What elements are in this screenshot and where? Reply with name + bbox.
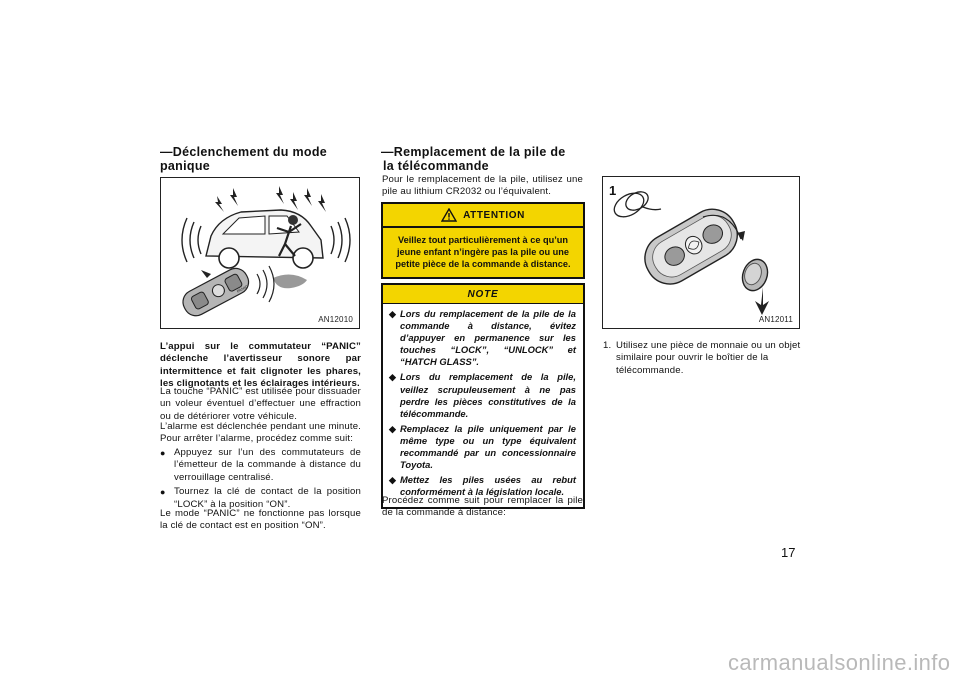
- battery-intro: Pour le remplacement de la pile, utilisez une pile au lithium CR2032 ou l’équivalent.: [382, 174, 583, 198]
- note-item: ◆ Lors du remplacement de la pile, veillez scrupuleusement à ne pas perdre les pièces constitutives de la télécommande.: [389, 371, 576, 419]
- figure-code: AN12010: [318, 315, 353, 324]
- note-box: [381, 283, 585, 509]
- coin-open-illustration: [602, 176, 800, 329]
- figure-code: AN12011: [758, 315, 793, 324]
- step-1: [603, 340, 803, 377]
- warning-title: ATTENTION: [463, 209, 525, 221]
- note-item: ◆ Lors du remplacement de la pile de la commande à distance, évitez d’appuyer en permanence sur les touches “LOCK”, “UNLOCK” et “HATCH GLASS”.: [389, 308, 576, 368]
- bullet-icon: ●: [160, 448, 166, 458]
- diamond-bullet-icon: ◆: [389, 372, 396, 383]
- section-heading-panic: —Déclenchement du mode panique: [160, 145, 328, 173]
- panic-alarm-icon: [161, 178, 359, 328]
- warning-triangle-icon: [441, 208, 457, 222]
- note-item: ◆ Mettez les piles usées au rebut conformément à la législation locale.: [389, 474, 576, 498]
- panic-bullet-list: [160, 445, 361, 511]
- watermark: carmanualsonline.info: [728, 650, 951, 675]
- svg-text:PANIC: PANIC: [235, 283, 249, 294]
- note-title: NOTE: [383, 285, 583, 304]
- panic-illustration: [160, 177, 360, 329]
- panic-paragraph-3: Le mode “PANIC” ne fonctionne pas lorsque la clé de contact est en position “ON”.: [160, 508, 361, 532]
- panic-paragraph-2: L’alarme est déclenchée pendant une minute. Pour arrêter l’alarme, procédez comme suit:: [160, 421, 361, 445]
- step-text: Utilisez une pièce de monnaie ou un objet similaire pour ouvrir le boîtier de la télécommande.: [616, 340, 801, 376]
- diamond-bullet-icon: ◆: [389, 309, 396, 319]
- page-number: 17: [781, 545, 796, 560]
- section-heading-battery: —Remplacement de la pile de la télécommande: [381, 145, 566, 173]
- warning-text: Veillez tout particulièrement à ce qu’un jeune enfant n’ingère pas la pile ou une petite pièce de la commande à distance.: [383, 228, 583, 277]
- warning-box: [381, 202, 585, 279]
- diamond-bullet-icon: ◆: [389, 423, 396, 434]
- step-number: 1.: [603, 340, 612, 351]
- figure-step-label: 1: [609, 183, 617, 198]
- battery-outro: Procédez comme suit pour remplacer la pile de la commande à distance:: [382, 495, 583, 519]
- list-item: ● Appuyez sur l’un des commutateurs de l’émetteur de la commande à distance du verrouillage centralisé.: [160, 447, 361, 483]
- panic-bold-paragraph: L’appui sur le commutateur “PANIC” déclenche l’avertisseur sonore par intermittence et fait clignoter les phares, les clignotants et les éclairages intérieurs.: [160, 341, 361, 390]
- list-item: ● Tournez la clé de contact de la position “LOCK” à la position “ON”.: [160, 486, 361, 510]
- remote-key-icon: [603, 177, 799, 328]
- panic-paragraph-1: La touche “PANIC” est utilisée pour dissuader un voleur éventuel d’effectuer une effraction ou de détériorer votre véhicule.: [160, 386, 361, 422]
- bullet-icon: ●: [160, 487, 166, 498]
- note-item: ◆ Remplacez la pile uniquement par le même type ou un type équivalent recommandé par un concessionnaire Toyota.: [389, 422, 576, 471]
- diamond-bullet-icon: ◆: [389, 475, 396, 486]
